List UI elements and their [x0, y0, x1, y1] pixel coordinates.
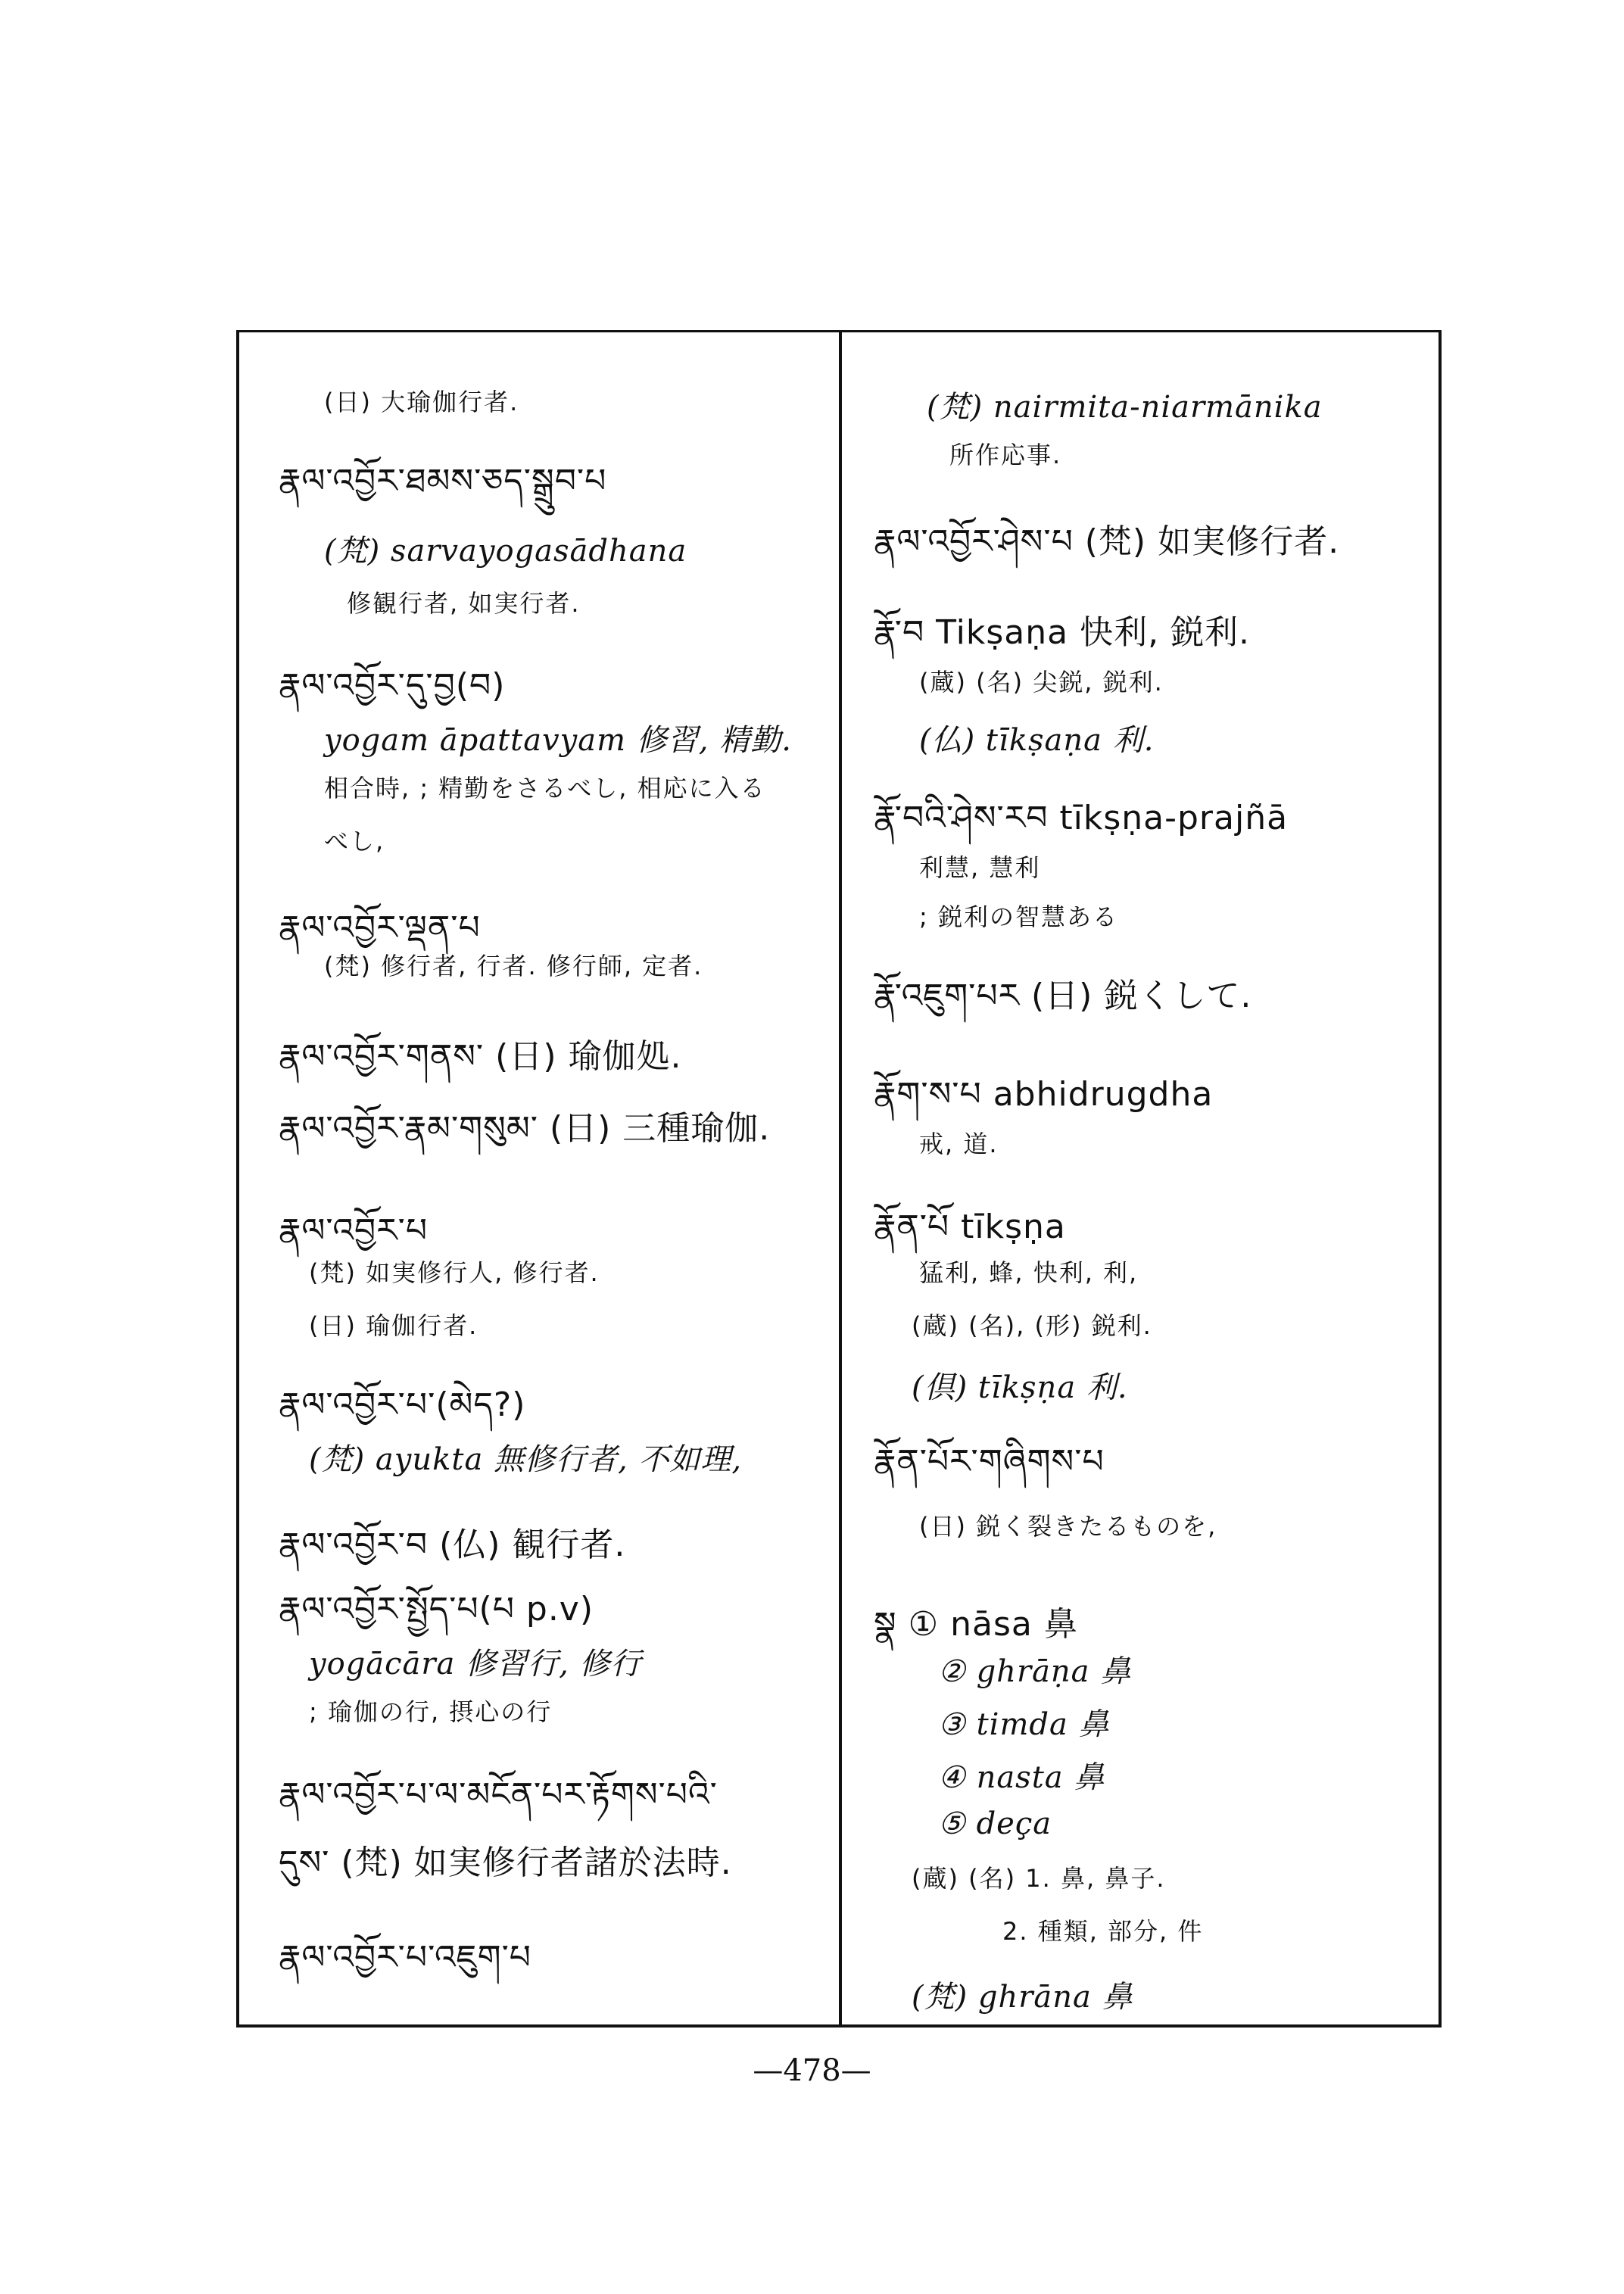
entry-definition: (梵) ayukta 無修行者, 不如理, — [309, 1442, 743, 1477]
entry-definition: (梵) 如実修行人, 修行者. — [309, 1258, 600, 1287]
entry-definition: 修観行者, 如実行者. — [347, 589, 581, 618]
entry-definition: 2. 種類, 部分, 件 — [1002, 1917, 1204, 1946]
column-divider — [839, 330, 842, 2028]
entry-definition: ② ghrāṇa 鼻 — [938, 1654, 1132, 1689]
entry-headword: རྣལ་འབྱོར་གནས་ (日) 瑜伽処. — [279, 1037, 682, 1076]
entry-headword: རྣལ་འབྱོར་བ (仏) 観行者. — [279, 1526, 626, 1564]
entry-definition: ; 瑜伽の行, 摂心の行 — [309, 1697, 553, 1726]
entry-headword: རྣལ་འབྱོར་ཐམས་ཅད་སྒྲུབ་པ — [279, 462, 607, 500]
entry-headword: དུས་ (梵) 如実修行者諸於法時. — [279, 1844, 732, 1882]
entry-definition: 利慧, 慧利 — [919, 853, 1041, 882]
entry-headword: རྣོག་ས་པ abhidrugdha — [874, 1075, 1214, 1114]
entry-headword: རྣལ་འབྱོར་པ་(མེད?) — [279, 1385, 526, 1424]
entry-headword: རྣོ་འཇུག་པར (日) 鋭くして. — [874, 977, 1252, 1015]
entry-definition: ④ nasta 鼻 — [938, 1760, 1105, 1795]
entry-definition: ③ timda 鼻 — [938, 1707, 1110, 1742]
entry-headword: རྣལ་འབྱོར་དུ་བྱ(བ) — [279, 666, 506, 705]
page-number: —478— — [753, 2053, 871, 2088]
entry-headword: རྣལ་འབྱོར་པ — [279, 1211, 429, 1250]
entry-headword: རྣལ་འབྱོར་པ་འཇུག་པ — [279, 1938, 532, 1977]
entry-definition: (倶) tīkṣṇa 利. — [912, 1370, 1128, 1405]
entry-headword: སྣ ① nāsa 鼻 — [874, 1605, 1078, 1644]
entry-headword: རྣོ་བའི་ཤེས་རབ tīkṣṇa-prajñā — [874, 799, 1289, 837]
entry-definition: (仏) tīkṣaṇa 利. — [919, 723, 1155, 758]
entry-definition: 相合時, ; 精勤をさるべし, 相応に入る — [324, 774, 766, 803]
entry-headword: རྣལ་འབྱོར་པ་ལ་མངོན་པར་རྟོགས་པའི་ — [279, 1775, 718, 1814]
entry-definition: (梵) 修行者, 行者. 修行師, 定者. — [324, 952, 703, 980]
entry-definition: (日) 大瑜伽行者. — [324, 388, 519, 416]
entry-headword: རྣལ་འབྱོར་རྣམ་གསུམ་ (日) 三種瑜伽. — [279, 1109, 771, 1148]
entry-definition: (蔵) (名) 1. 鼻, 鼻子. — [912, 1864, 1166, 1893]
entry-definition: (蔵) (名) 尖鋭, 鋭利. — [919, 668, 1164, 697]
entry-definition: (梵) nairmita-niarmānika — [927, 390, 1323, 425]
entry-headword: རྣལ་འབྱོར་སྤྱོད་པ(པ p.v) — [279, 1590, 594, 1629]
entry-definition: ; 鋭利の智慧ある — [919, 902, 1118, 931]
entry-definition: (梵) sarvayogasādhana — [324, 534, 687, 569]
entry-definition: 戒, 道. — [919, 1130, 999, 1158]
entry-definition: 猛利, 蜂, 快利, 利, — [919, 1258, 1139, 1287]
entry-definition: ⑤ deça — [938, 1806, 1052, 1841]
entry-definition: (日) 瑜伽行者. — [309, 1311, 478, 1340]
entry-definition: べし, — [324, 827, 385, 856]
entry-headword: རྣོན་པོ tīkṣṇa — [874, 1208, 1066, 1246]
entry-headword: རྣལ་འབྱོར་ལྡན་པ — [279, 909, 481, 947]
entry-definition: (梵) ghrāna 鼻 — [912, 1980, 1133, 2015]
entry-definition: (蔵) (名), (形) 鋭利. — [912, 1311, 1152, 1340]
entry-headword: རྣོན་པོར་གཞིགས་པ — [874, 1442, 1105, 1481]
entry-definition: yogācāra 修習行, 修行 — [309, 1647, 642, 1682]
entry-definition: 所作応事. — [949, 441, 1062, 469]
entry-headword: རྣོ་བ Tikṣaṇa 快利, 鋭利. — [874, 613, 1251, 652]
entry-definition: yogam āpattavyam 修習, 精勤. — [324, 723, 792, 758]
entry-definition: (日) 鋭く裂きたるものを, — [919, 1512, 1217, 1541]
entry-headword: རྣལ་འབྱོར་ཤེས་པ (梵) 如実修行者. — [874, 522, 1340, 561]
